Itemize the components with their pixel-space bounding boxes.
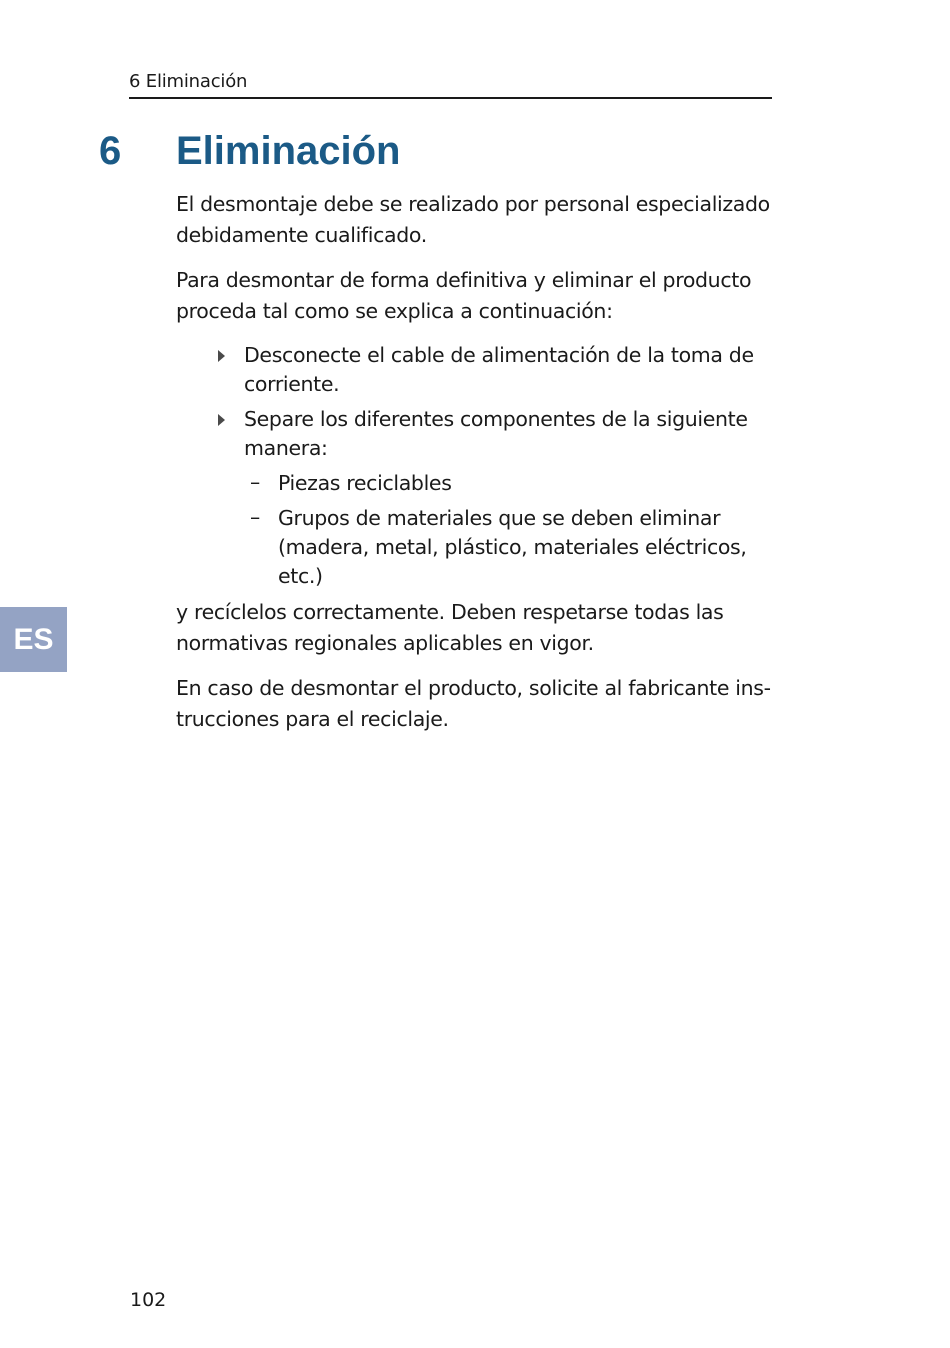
instructions-paragraph: Para desmontar de forma definitiva y eliminar el producto proceda tal como se explica a continuación:: [176, 268, 752, 323]
component-item: [244, 504, 776, 591]
triangle-right-icon: [218, 350, 225, 362]
chapter-number: 6: [99, 129, 122, 173]
dash-bullet: –: [250, 470, 260, 494]
running-header: [129, 70, 772, 99]
intro-paragraph: El desmontaje debe se realizado por personal especializado debidamente cualificado.: [176, 192, 770, 247]
step-list: [176, 341, 776, 591]
running-header-title: 6 Eliminación: [129, 71, 248, 92]
dash-bullet: –: [250, 505, 260, 529]
recycling-paragraph: y recíclelos correctamente. Deben respetarse todas las normativas regionales aplicables en vigor.: [176, 600, 724, 655]
step-item: [176, 341, 776, 399]
language-tab: ES: [0, 607, 67, 672]
chapter-body: [176, 189, 776, 749]
step-text: Desconecte el cable de alimentación de la toma de corriente.: [244, 343, 754, 396]
manufacturer-paragraph: En caso de desmontar el producto, solicite al fabricante instrucciones para el reciclaje.: [176, 676, 771, 731]
component-list: [244, 469, 776, 591]
chapter-title: Eliminación: [176, 129, 401, 173]
component-text: Piezas reciclables: [278, 471, 452, 495]
component-item: [244, 469, 776, 498]
triangle-right-icon: [218, 414, 225, 426]
step-item: [176, 405, 776, 591]
component-text: Grupos de materiales que se deben eliminar (madera, metal, plástico, materiales eléctricos, etc.): [278, 506, 747, 588]
page-number: 102: [130, 1289, 167, 1311]
step-text: Separe los diferentes componentes de la siguiente manera:: [244, 407, 748, 460]
